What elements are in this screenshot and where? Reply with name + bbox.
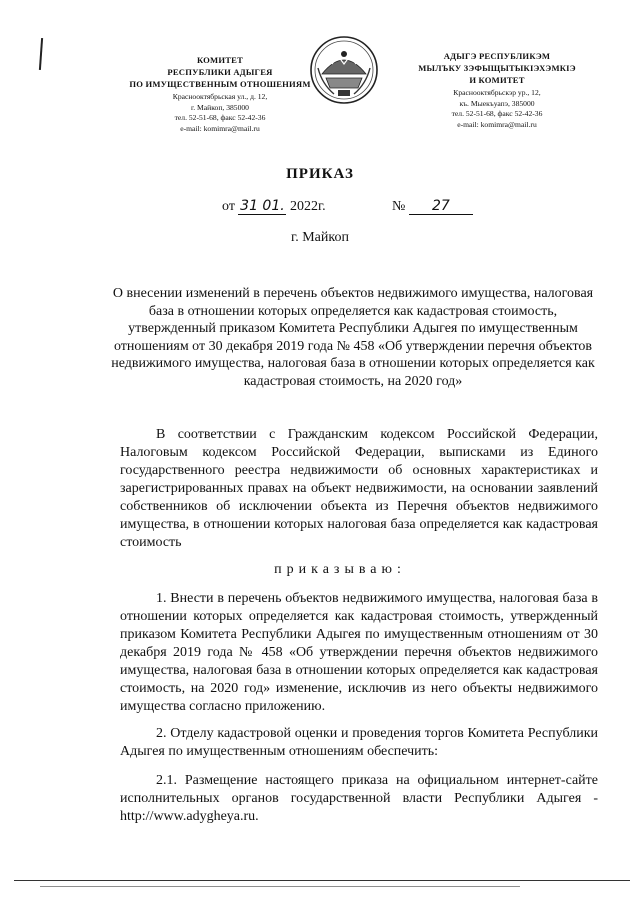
- number-label: №: [392, 199, 406, 214]
- header-left-address1: Краснооктябрьская ул., д. 12,: [172, 92, 268, 101]
- header-right-email: e-mail: komimra@mail.ru: [457, 119, 537, 129]
- date-day-month: 31 01.: [240, 198, 285, 214]
- order-date: [222, 198, 326, 215]
- header-left-address2: г. Майкоп, 385000: [191, 102, 249, 112]
- date-year: 2022г.: [289, 199, 326, 214]
- document-title: ПРИКАЗ: [286, 166, 354, 182]
- margin-pen-mark: [39, 38, 43, 70]
- header-left-line1: КОМИТЕТ: [196, 55, 244, 65]
- header-right-line2: МЫЛЪКУ ЗЭФЫЩЫТЫКIЭХЭМКIЭ: [418, 63, 576, 73]
- header-left-phone: тел. 52-51-68, факс 52-42-36: [174, 113, 266, 122]
- coat-of-arms-emblem: [308, 34, 380, 106]
- header-right-phone: тел. 52-51-68, факс 52-42-36: [451, 109, 543, 118]
- order-subject: О внесении изменений в перечень объектов недвижимого имущества, налоговая база в отношении которых определяется как кадастровая стоимость, утвержденный приказом Комитета Республики Адыгея по имущественным отношениям от 30 декабря 2019 года № 458 «Об утверждении перечня объектов недвижимого имущества, налоговая база в отношении которых определяется как кадастровая стоимость, на 2020 год»: [111, 286, 595, 389]
- header-right: [396, 50, 598, 130]
- order-word: приказываю:: [274, 562, 406, 577]
- header-right-line1: АДЫГЭ РЕСПУБЛИКЭМ: [443, 51, 551, 61]
- footer-rule: [14, 880, 630, 881]
- item-2-1-paragraph: 2.1. Размещение настоящего приказа на официальном интернет-сайте исполнительных органов государственной власти Республики Адыгея - http://www.adygheya.ru.: [120, 773, 598, 824]
- header-right-line3: И КОМИТЕТ: [469, 75, 525, 85]
- header-left: [120, 54, 320, 134]
- header-right-address1: Краснооктябрьскэр ур., 12,: [453, 88, 541, 97]
- city: г. Майкоп: [291, 230, 349, 245]
- footer-rule-faint: [40, 886, 520, 887]
- item-1-paragraph: 1. Внести в перечень объектов недвижимого имущества, налоговая база в отношении которых определяется как кадастровая стоимость, утвержденный приказом Комитета Республики Адыгея по имущественным отношениям от 30 декабря 2019 года № 458 «Об утверждении перечня объектов недвижимого имущества, налоговая база в отношении которых определяется как кадастровая стоимость, на 2020 год» изменение, исключив из него объекты недвижимого имущества согласно приложению.: [120, 591, 598, 714]
- preamble-paragraph: В соответствии с Гражданским кодексом Российской Федерации, Налоговым кодексом Российской Федерации, выписками из Единого государственного реестра недвижимости об основных характеристиках и зарегистрированных правах на объект недвижимости, на основании заявлений собственников об исключении объекта из Перечня объектов недвижимого имущества, в отношении которых налоговая база определяется как кадастровая стоимость: [120, 427, 598, 550]
- date-prefix: от: [222, 199, 235, 214]
- order-number: [392, 198, 473, 215]
- header-right-address2: къ. Мыекъуапэ, 385000: [459, 98, 535, 108]
- header-left-email: e-mail: komimra@mail.ru: [180, 123, 260, 133]
- header-left-line3: ПО ИМУЩЕСТВЕННЫМ ОТНОШЕНИЯМ: [129, 79, 311, 89]
- number-value: 27: [409, 198, 473, 215]
- header-left-line2: РЕСПУБЛИКИ АДЫГЕЯ: [167, 67, 273, 77]
- item-2-paragraph: 2. Отделу кадастровой оценки и проведения торгов Комитета Республики Адыгея по имущественным отношениям обеспечить:: [120, 726, 598, 759]
